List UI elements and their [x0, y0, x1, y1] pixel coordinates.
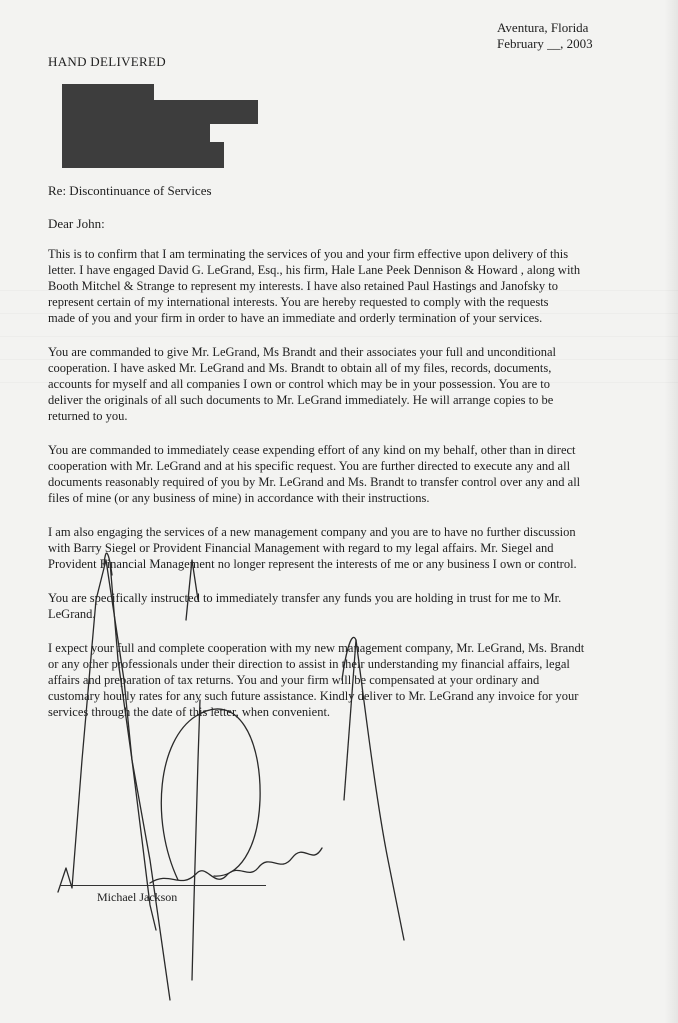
- text-line: represent certain of my international interests. You are hereby requested to comply with the requests: [48, 295, 549, 309]
- text-line: I am also engaging the services of a new management company and you are to have no further discussion: [48, 525, 576, 539]
- salutation: Dear John:: [48, 216, 105, 231]
- subject-line: Re: Discontinuance of Services: [48, 183, 212, 198]
- delivery-method: HAND DELIVERED: [48, 54, 166, 69]
- text-line: services through the date of this letter, when convenient.: [48, 705, 331, 719]
- text-line: with Barry Siegel or Provident Financial Management with regard to my legal affairs. Mr. Siegel and: [48, 541, 554, 555]
- letter-header: [497, 20, 593, 52]
- paragraph: [48, 442, 638, 506]
- text-line: letter. I have engaged David G. LeGrand, Esq., his firm, Hale Lane Peek Dennison & Howard , along with: [48, 263, 581, 277]
- paragraph: [48, 640, 638, 720]
- header-location: Aventura, Florida: [497, 20, 589, 35]
- text-line: deliver the originals of all such documents to Mr. LeGrand immediately. He will arrange copies to be: [48, 393, 554, 407]
- text-line: cooperation. I have asked Mr. LeGrand and Ms. Brandt to obtain all of my files, records, documents,: [48, 361, 552, 375]
- text-line: This is to confirm that I am terminating the services of you and your firm effective upon delivery of this: [48, 247, 569, 261]
- paragraph: [48, 246, 638, 326]
- text-line: You are specifically instructed to immediately transfer any funds you are holding in trust for me to Mr.: [48, 591, 562, 605]
- text-line: I expect your full and complete cooperation with my new management company, Mr. LeGrand, Ms. Brandt: [48, 641, 585, 655]
- letter-body: [48, 246, 638, 738]
- redaction-block: [62, 142, 224, 168]
- text-line: files of mine (or any business of mine) in accordance with their instructions.: [48, 491, 430, 505]
- text-line: You are commanded to give Mr. LeGrand, Ms Brandt and their associates your full and unconditional: [48, 345, 556, 359]
- paragraph: [48, 524, 638, 572]
- text-line: cooperation with Mr. LeGrand and at his specific request. You are further directed to execute any and all: [48, 459, 571, 473]
- text-line: returned to you.: [48, 409, 128, 423]
- signer-printed-name: Michael Jackson: [97, 890, 178, 904]
- text-line: customary hourly rates for any such future assistance. Kindly deliver to Mr. LeGrand any invoice for your: [48, 689, 579, 703]
- text-line: Provident Financial Management no longer represent the interests of me or any business I own or control.: [48, 557, 577, 571]
- signature-line: [60, 885, 266, 886]
- page-edge-shadow: [664, 0, 678, 1023]
- text-line: documents reasonably required of you by Mr. LeGrand and Ms. Brandt to transfer control over any and all: [48, 475, 581, 489]
- text-line: accounts for myself and all companies I own or control which may be in your possession. You are to: [48, 377, 550, 391]
- header-date: February __, 2003: [497, 36, 593, 51]
- text-line: LeGrand.: [48, 607, 96, 621]
- text-line: You are commanded to immediately cease expending effort of any kind on my behalf, other than in direct: [48, 443, 576, 457]
- text-line: Booth Mitchel & Strange to represent my interests. I have also retained Paul Hastings and Janofsky to: [48, 279, 558, 293]
- text-line: made of you and your firm in order to have an immediate and orderly termination of your services.: [48, 311, 543, 325]
- paragraph: [48, 590, 638, 622]
- text-line: affairs and preparation of tax returns. You and your firm will be compensated at your ordinary and: [48, 673, 540, 687]
- text-line: or any other professionals under their direction to assist in their understanding my financial affairs, legal: [48, 657, 570, 671]
- paragraph: [48, 344, 638, 424]
